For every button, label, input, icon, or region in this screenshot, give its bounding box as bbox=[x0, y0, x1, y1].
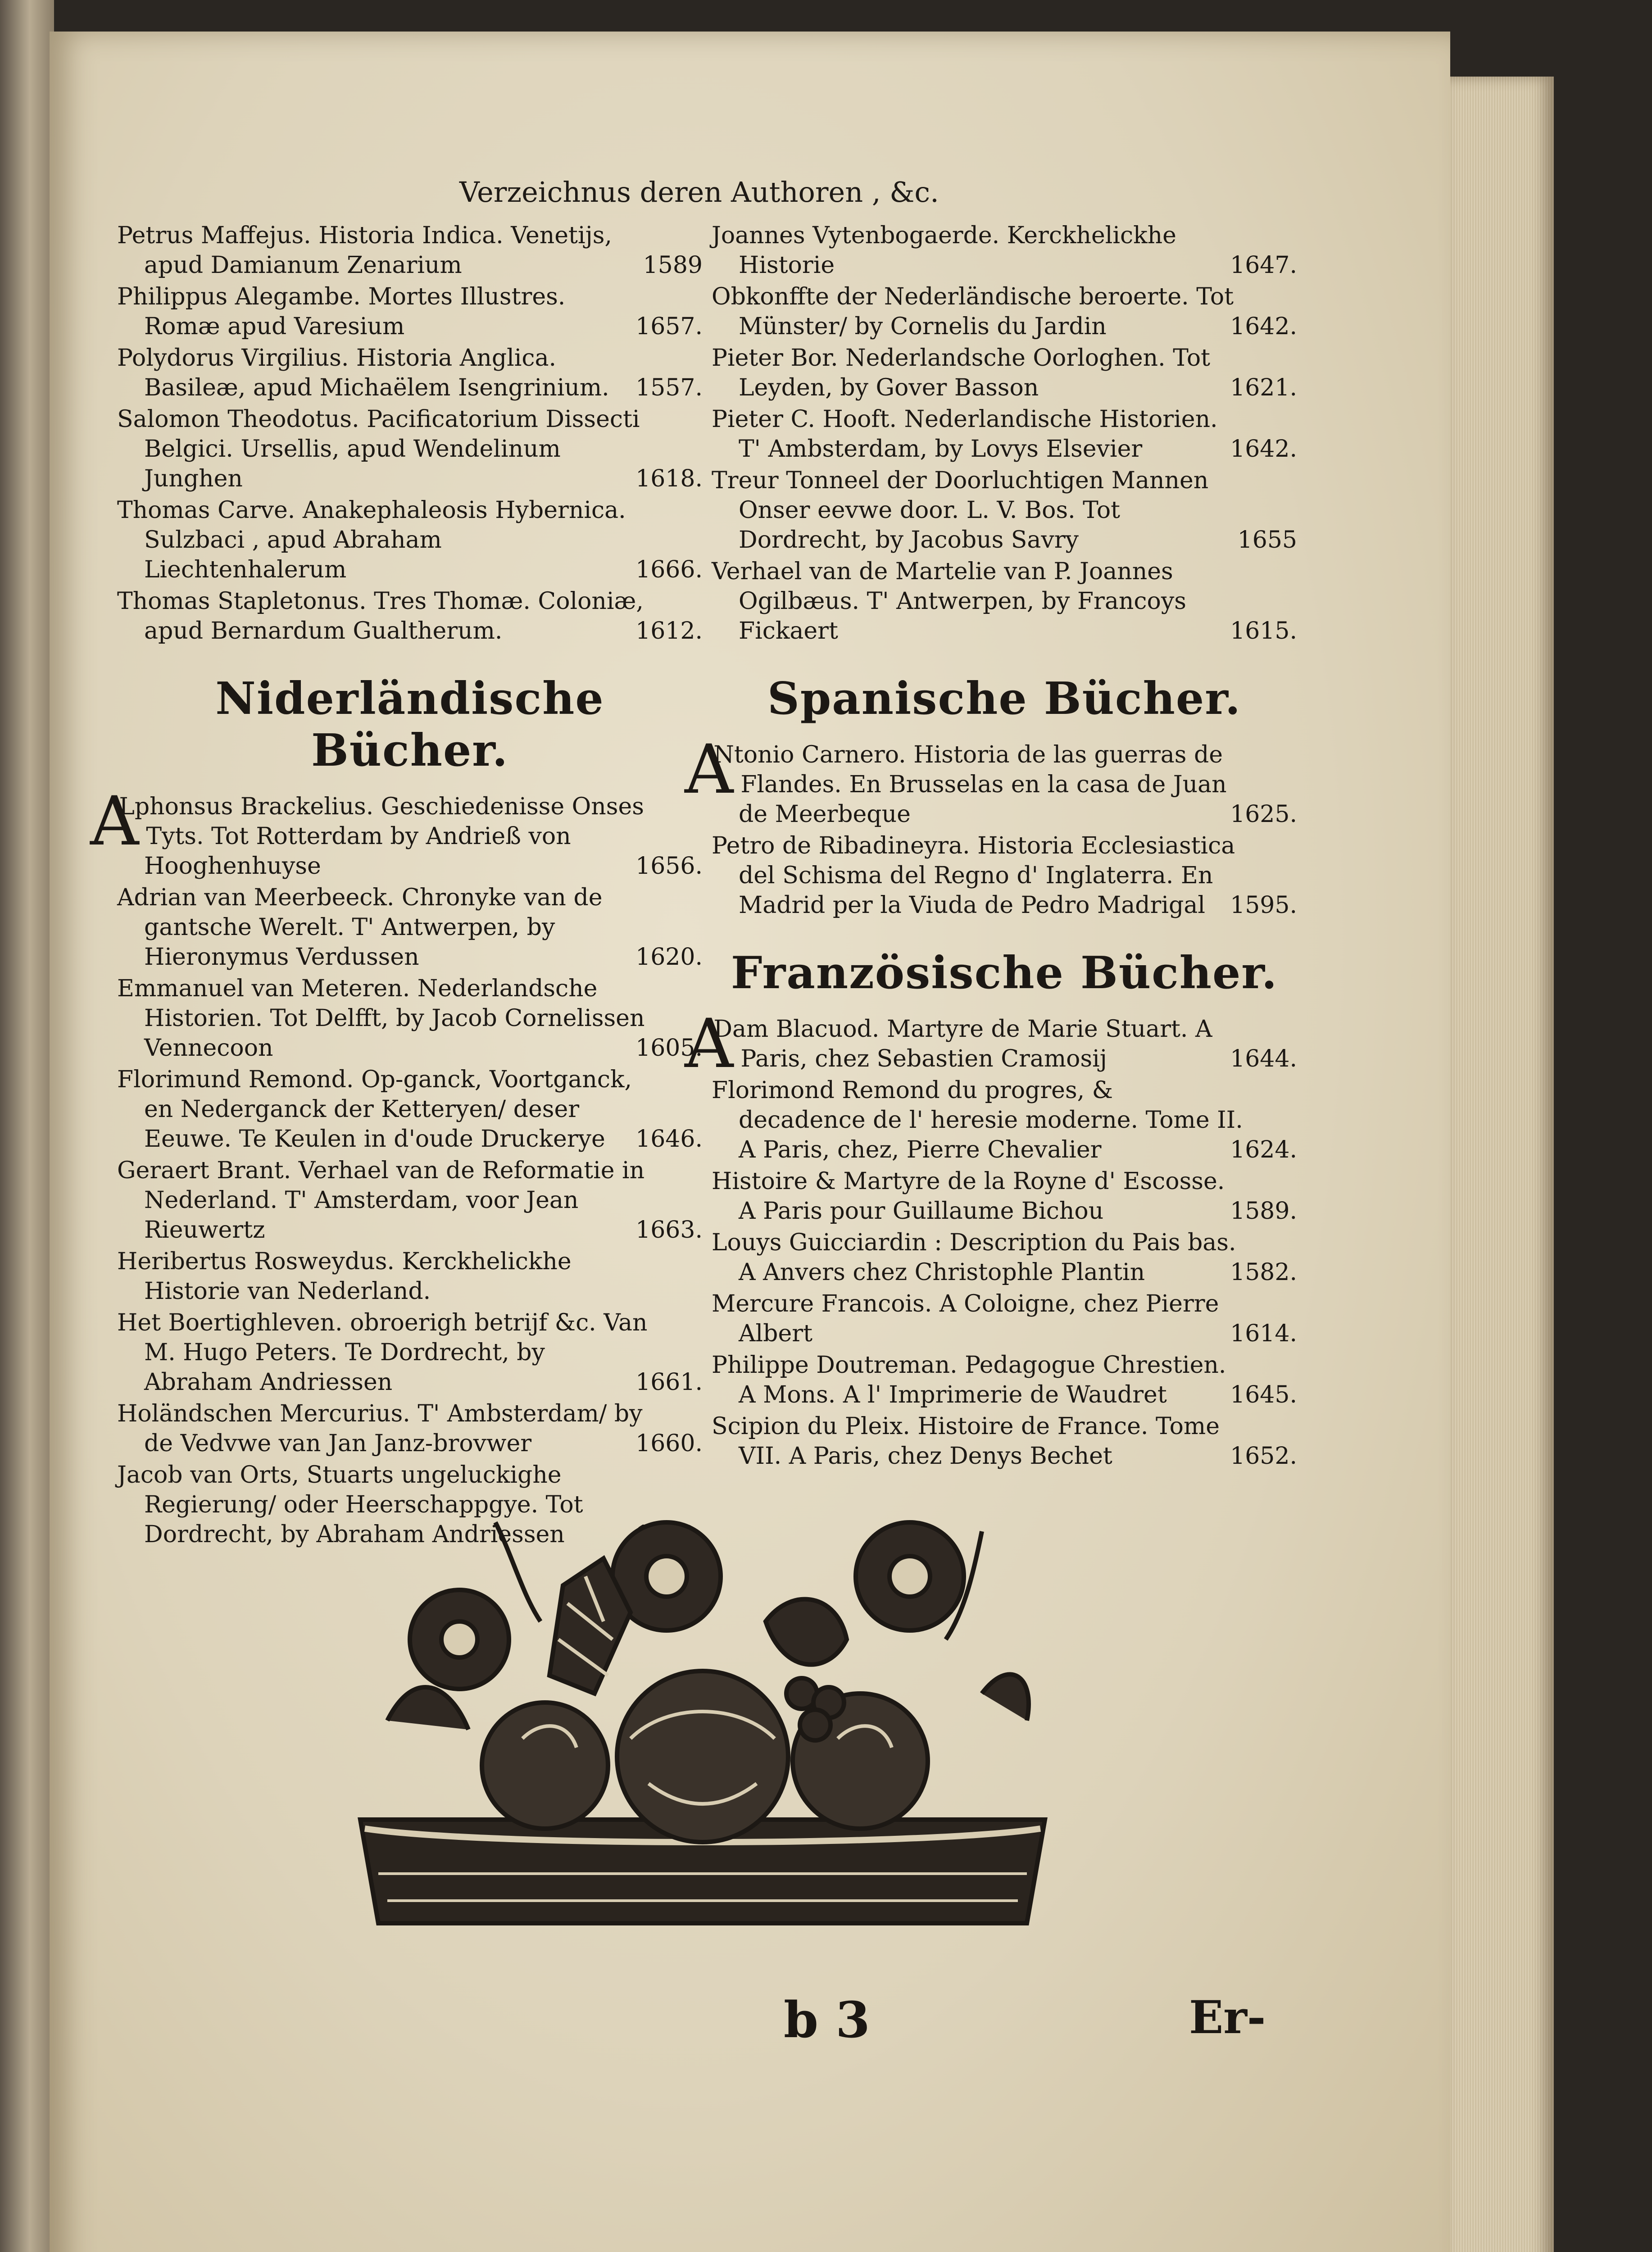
book-entry bbox=[685, 1005, 1297, 1083]
book-entry bbox=[712, 1289, 1297, 1348]
book-entry bbox=[712, 1412, 1297, 1471]
book-entry bbox=[712, 1350, 1297, 1410]
book-entry-text: Treur Tonneel der Doorluchtigen Mannen Onser eevwe door. L. V. Bos. Tot Dordrecht, by Jacobus Savry bbox=[712, 467, 1209, 554]
right-column bbox=[685, 221, 1297, 1473]
book-entry-text: Adrian van Meerbeeck. Chronyke van de gantsche Werelt. T' Antwerpen, by Hieronymus Verdussen bbox=[117, 884, 603, 971]
book-entry-text: ALphonsus Brackelius. Geschiedenisse Onses Tyts. Tot Rotterdam by Andrieß von Hooghenhuyse bbox=[90, 782, 644, 880]
book-entry-year: 1661. bbox=[635, 1369, 703, 1396]
book-entry-text: Geraert Brant. Verhael van de Reformatie in Nederland. T' Amsterdam, voor Jean Rieuwertz bbox=[117, 1157, 645, 1244]
book-entry-year: 1582. bbox=[1230, 1259, 1297, 1286]
book-entry-text: Philippus Alegambe. Mortes Illustres. Romæ apud Varesium bbox=[117, 283, 566, 340]
section-title-dutch: Niderländische Bücher. bbox=[215, 673, 604, 776]
book-entry bbox=[117, 282, 703, 341]
book-entry-year: 1624. bbox=[1230, 1136, 1297, 1163]
book-entry bbox=[712, 282, 1297, 341]
book-entry bbox=[712, 831, 1297, 920]
book-entry-year: 1657. bbox=[635, 313, 703, 340]
book-entry-year: 1647. bbox=[1230, 252, 1297, 279]
book-entry bbox=[712, 404, 1297, 464]
book-entry-text: Pieter Bor. Nederlandsche Oorloghen. Tot Leyden, by Gover Basson bbox=[712, 345, 1211, 401]
book-entry bbox=[712, 1167, 1297, 1226]
book-entry-year: 1612. bbox=[635, 617, 703, 645]
running-title: Verzeichnus deren Authoren , &c. bbox=[459, 176, 939, 209]
book-entry-text: Joannes Vytenbogaerde. Kerckhelickhe Historie bbox=[712, 222, 1176, 279]
book-entry-text: Salomon Theodotus. Pacificatorium Dissecti Belgici. Ursellis, apud Wendelinum Junghen bbox=[117, 406, 640, 492]
book-entry-text: Thomas Stapletonus. Tres Thomæ. Coloniæ, apud Bernardum Gualtherum. bbox=[117, 588, 644, 645]
book-entry-text: Polydorus Virgilius. Historia Anglica. Basileæ, apud Michaëlem Isengrinium. bbox=[117, 345, 609, 401]
book-entry-text: Het Boertighleven. obroerigh betrijf &c. Van M. Hugo Peters. Te Dordrecht, by Abraham Andriessen bbox=[117, 1309, 648, 1396]
book-entry-year: 1646. bbox=[635, 1126, 703, 1153]
book-entry-text: Heribertus Rosweydus. Kerckhelickhe Historie van Nederland. bbox=[117, 1248, 572, 1305]
left-column bbox=[90, 221, 703, 1551]
book-entry bbox=[117, 586, 703, 646]
section-title-spanish: Spanische Bücher. bbox=[767, 673, 1241, 725]
book-entry bbox=[685, 731, 1297, 829]
book-entry-year: 1645. bbox=[1230, 1381, 1297, 1408]
book-entry-year: 1557. bbox=[635, 374, 703, 401]
book-entry-year: 1589 bbox=[643, 252, 703, 279]
catchword: Er- bbox=[1189, 1991, 1266, 2044]
book-entry-year: 1666. bbox=[635, 556, 703, 583]
book-entry-text: Verhael van de Martelie van P. Joannes Ogilbæus. T' Antwerpen, by Francoys Fickaert bbox=[712, 558, 1186, 645]
book-entry-year: 1642. bbox=[1230, 313, 1297, 340]
book-entry bbox=[117, 495, 703, 585]
book-entry-year: 1652. bbox=[1230, 1443, 1297, 1470]
book-entry-year: 1605. bbox=[635, 1035, 703, 1062]
book-entry-year: 1656. bbox=[635, 853, 703, 880]
book-entry-text: Holändschen Mercurius. T' Ambsterdam/ by de Vedvwe van Jan Janz-brovwer bbox=[117, 1400, 643, 1457]
book-entry bbox=[712, 466, 1297, 555]
book-entry-year: 1660. bbox=[635, 1430, 703, 1457]
book-entry-text: Thomas Carve. Anakephaleosis Hybernica. Sulzbaci , apud Abraham Liechtenhalerum bbox=[117, 497, 626, 583]
latin-list bbox=[117, 221, 703, 646]
dutch-continued-list bbox=[712, 221, 1297, 646]
book-entry-text: Obkonffte der Nederländische beroerte. Tot Münster/ by Cornelis du Jardin bbox=[712, 283, 1234, 340]
book-entry-year: 1620. bbox=[635, 944, 703, 971]
book-entry-year: 1589. bbox=[1230, 1198, 1297, 1225]
book-entry bbox=[117, 404, 703, 494]
book-entry-text: Scipion du Pleix. Histoire de France. Tome VII. A Paris, chez Denys Bechet bbox=[712, 1413, 1220, 1470]
book-entry bbox=[712, 557, 1297, 646]
book-entry bbox=[712, 343, 1297, 403]
book-entry-text: ADam Blacuod. Martyre de Marie Stuart. A Paris, chez Sebastien Cramosij bbox=[685, 1005, 1212, 1083]
book-entry bbox=[117, 1308, 703, 1397]
book-entry bbox=[117, 1156, 703, 1245]
page-block-edge bbox=[1450, 77, 1554, 2252]
book-entry bbox=[712, 1076, 1297, 1165]
book-entry-year: 1625. bbox=[1230, 801, 1297, 828]
book-entry-text: Florimond Remond du progres, & decadence de l' heresie moderne. Tome II. A Paris, chez, Pierre Chevalier bbox=[712, 1077, 1243, 1163]
book-entry bbox=[90, 782, 703, 881]
book-entry-year: 1655 bbox=[1237, 527, 1297, 554]
book-entry-year: 1618. bbox=[635, 465, 703, 492]
dutch-books-list bbox=[90, 782, 703, 1549]
book-entry-year: 1614. bbox=[1230, 1320, 1297, 1347]
facing-page-edge bbox=[0, 0, 54, 2252]
book-entry bbox=[117, 221, 703, 280]
signature-mark: b 3 bbox=[784, 1991, 870, 2049]
book-entry-text: Louys Guicciardin : Description du Pais bas. A Anvers chez Christophle Plantin bbox=[712, 1229, 1236, 1286]
spanish-books-list bbox=[685, 731, 1297, 920]
book-entry-text: Histoire & Martyre de la Royne d' Escosse. A Paris pour Guillaume Bichou bbox=[712, 1168, 1225, 1225]
book-entry-text: Pieter C. Hooft. Nederlandische Historien. T' Ambsterdam, by Lovys Elsevier bbox=[712, 406, 1218, 463]
book-entry-text: Florimund Remond. Op-ganck, Voortganck, en Nederganck der Ketteryen/ deser Eeuwe. Te Keulen in d'oude Druckerye bbox=[117, 1066, 632, 1153]
book-entry bbox=[117, 1065, 703, 1154]
french-books-list bbox=[685, 1005, 1297, 1471]
book-entry bbox=[117, 343, 703, 403]
book-entry-text: Philippe Doutreman. Pedagogue Chrestien. A Mons. A l' Imprimerie de Waudret bbox=[712, 1352, 1226, 1408]
woodcut-flower-basket bbox=[351, 1504, 1054, 1937]
book-entry bbox=[712, 1228, 1297, 1287]
book-entry-text: Petrus Maffejus. Historia Indica. Venetijs, apud Damianum Zenarium bbox=[117, 222, 612, 279]
book-entry bbox=[712, 221, 1297, 280]
book-entry bbox=[117, 883, 703, 972]
section-title-french: Französische Bücher. bbox=[731, 947, 1278, 999]
book-entry-year: 1644. bbox=[1230, 1045, 1297, 1072]
book-entry-text: ANtonio Carnero. Historia de las guerras de Flandes. En Brusselas en la casa de Juan de Meerbeque bbox=[685, 731, 1227, 828]
book-entry-text: Petro de Ribadineyra. Historia Ecclesiastica del Schisma del Regno d' Inglaterra. En Madrid per la Viuda de Pedro Madrigal bbox=[712, 832, 1235, 919]
book-entry-text: Emmanuel van Meteren. Nederlandsche Historien. Tot Delfft, by Jacob Cornelissen Vennecoon bbox=[117, 975, 645, 1062]
book-entry bbox=[117, 1399, 703, 1458]
book-entry bbox=[117, 1247, 703, 1306]
book-entry-year: 1595. bbox=[1230, 892, 1297, 919]
book-entry-year: 1663. bbox=[635, 1217, 703, 1244]
book-entry-text: Jacob van Orts, Stuarts ungeluckighe Regierung/ oder Heerschappgye. Tot Dordrecht, by Abraham Andriessen bbox=[117, 1462, 583, 1548]
book-entry-year: 1615. bbox=[1230, 617, 1297, 645]
book-entry-year: 1642. bbox=[1230, 436, 1297, 463]
book-entry-year: 1621. bbox=[1230, 374, 1297, 401]
book-entry-text: Mercure Francois. A Coloigne, chez Pierre Albert bbox=[712, 1290, 1219, 1347]
book-entry bbox=[117, 974, 703, 1063]
